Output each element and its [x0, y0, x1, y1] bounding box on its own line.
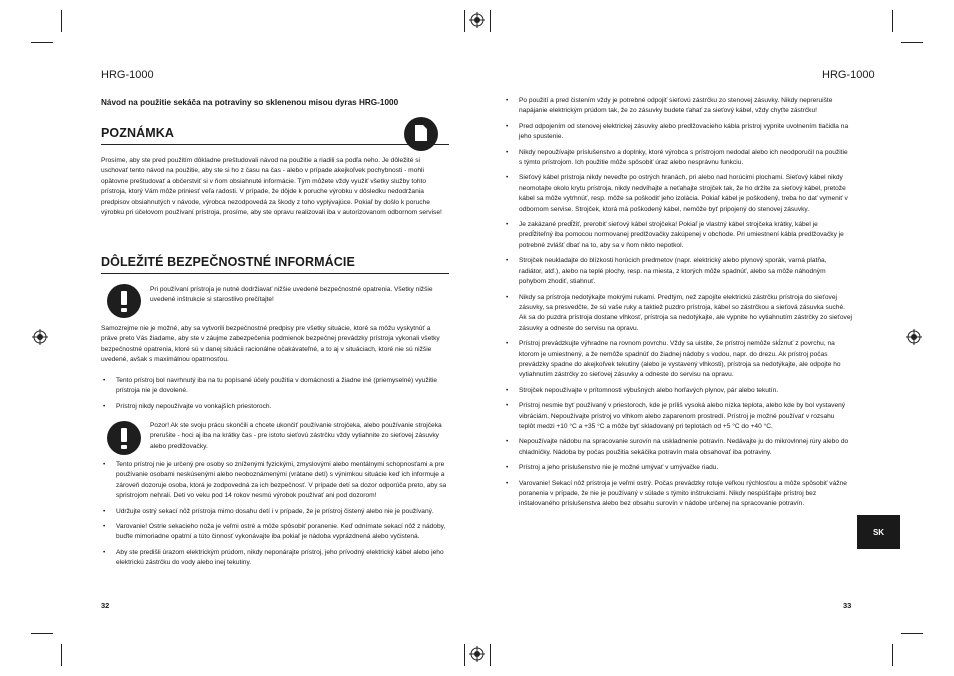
- safety-intro: Samozrejme nie je možné, aby sa vytvorili bezpečnostné predpisy pre všetky situácie, ktoré sa môžu vyskytnúť a práve preto Vás žiadame, aby ste v záujme zabezpečenia podmienok bezpečnej prevádzky prístroja vykonali všetky bezpečnostné opatrenia, ktoré sú v danej situácii racionálne očakávateľné, a to aj v situáciach, ktoré nie sú nižšie uvedené, avšak s maximálnou opatrnosťou.: [101, 325, 440, 364]
- crop-mark: [901, 633, 923, 634]
- crop-mark: [61, 10, 62, 32]
- list-item: • Nikdy sa prístroja nedotýkajte mokrými rukami. Predtým, než zapojíte elektrickú zástrčku prístroja do sieťovej zásuvky, sa presvedčte, že sú vaše ruky a taktiež puzdro prístroja, kábel so zástrčkou a sieťová zásuvka suché. Ak sa do puzdra prístroja dostane vlhkosť, prístroja sa nedotýkajte, ale vypnite ho vytiahnutím zástrčky zo sieťovej zásuvky a odneste do servisu na opravu.: [504, 293, 852, 335]
- crop-mark: [892, 10, 893, 32]
- registration-mark-icon: [906, 329, 922, 345]
- crop-mark: [61, 644, 62, 666]
- warning-icon: [107, 284, 141, 318]
- list-item: • Prístroj a jeho príslušenstvo nie je možné umývať v umývačke riadu.: [504, 463, 852, 473]
- list-item: • Nepoužívajte nádobu na spracovanie surovín na uskladnenie potravín. Nedávajte ju do mikrovlnnej rúry alebo do chladničky. Nádoba by počas použitia sekáčika potravín mala obsahovať iba potraviny.: [504, 437, 852, 458]
- language-tab: SK: [857, 515, 900, 549]
- bullet-list-a: [101, 376, 448, 417]
- list-item: • Strojček nepoužívajte v prítomnosti výbušných alebo horľavých plynov, pár alebo tekutín.: [504, 386, 852, 396]
- list-item: • Strojček neukladajte do blízkosti horúcich predmetov (napr. elektrický alebo plynový sporák, varná platňa, radiátor, atď.), alebo na teplé plochy, resp. na miesta, z ktorých môže spadnúť, alebo sa môže náhodným pohybom zhodiť, stiahnuť.: [504, 256, 852, 287]
- list-item: • Sieťový kábel prístroja nikdy neveďte po ostrých hranách, pri alebo nad horúcimi plochami. Sieťový kábel nikdy neomotajte okolo krytu prístroja, nikdy nedvíhajte a neťahajte strojček tak, že ho držíte za sieťový kábel, pretože kábel sa môže vytrhnúť, resp. môže sa poškodiť jeho izolácia. Pokiaľ kábel je poškodený, treba ho dať vymeniť v odbornom servise. Strojček, ktorá má poškodený kábel, nemôže byť pripojený do stenovej zásuvky.: [504, 173, 852, 215]
- model-header-left: HRG-1000: [101, 69, 154, 81]
- crop-mark: [892, 644, 893, 666]
- note-heading: POZNÁMKA: [101, 126, 449, 145]
- crop-mark: [901, 42, 923, 43]
- warning-text-1: Pri používaní prístroja je nutné dodržiavať nižšie uvedené bezpečnostné opatrenia. Všetky nižšie uvedené inštrukcie si starostlivo prečítajte!: [150, 286, 433, 304]
- list-item: • Varovanie! Sekací nôž prístroja je veľmi ostrý. Počas prevádzky rotuje veľkou rýchlosťou a môže spôsobiť vážne poranenia v prípade, že nie je používaný v súlade s týmito inštrukciami. Nikdy nespúšťajte prístroj bez inštalovaného príslušenstva alebo bez obsahu surovín v nádobe určenej na spracovanie potravín.: [504, 479, 852, 510]
- list-item: • Je zakázané predĺžiť, prerobiť sieťový kábel strojčeka! Pokiaľ je vlastný kábel strojčeka krátky, kábel je predĺžiteľný iba pomocou normovanej predlžovačky zakúpenej v obchode. Pri umiestnení kábla predlžovačky je potrebné zvlášť dbať na to, aby sa v ňom nikto nepotkol.: [504, 220, 852, 251]
- list-item: • Varovanie! Ostrie sekacieho noža je veľmi ostré a môže spôsobiť poranenie. Keď odnímate sekací nôž z nádoby, buďte mimoriadne opatrní a túto činnosť vykonávajte iba pokiaľ je nádoba vyprázdnená alebo vyčistená.: [101, 522, 448, 543]
- note-text: Prosíme, aby ste pred použitím dôkladne preštudovali návod na použitie a riadili sa podľa neho. Je dôležité si uschovať tento návod na použitie, aby ste si ho z času na čas - alebo v prípade akejkoľvek pochybnosti - mohli opätovne preštudovať a občerstviť si v ňom obsiahnuté informácie. Tým môžete vždy využiť všetky služby tohto prístroja, ktorý Vám môže priniesť veľa radosti. V prípade, že dôjde k poruche výrobku v dôsledku nedodržania predpisov obsiahnutých v návode, výrobca nezodpovedá za škody z toho vyplývajúce. Pokiaľ by došlo k poruche výrobku pri účelovom používaní prístroja, prosíme, aby ste opravu realizovali iba v autorizovanom odbornom servise!: [101, 157, 442, 217]
- list-item: • Tento prístroj nie je určený pre osoby so zníženými fyzickými, zmyslovými alebo mentálnymi schopnosťami a pre používanie osobami neskúsenými alebo neoboznámenými (vrátane detí) s výnimkou situácie keď ich informuje a zároveň dozoruje osoba, ktorá je zodpovedná za ich bezpečnosť. V prípade detí sa dozor odporúča preto, aby sa spristrojom nehrali. Deti vo veku pod 14 rokov nesmú výrobok používať ani pod dozorom!: [101, 460, 448, 502]
- registration-mark-icon: [469, 12, 485, 28]
- list-item: • Po použití a pred čistením vždy je potrebné odpojiť sieťovú zástrčku zo stenovej zásuvky. Nikdy nepreruište napájanie elektrickým prúdom tak, že zo zásuvky budete ťahať za sieťový kábel, vždy chyťte zástrčku!: [504, 96, 852, 117]
- crop-mark: [490, 644, 491, 666]
- page-number-right: 33: [843, 601, 852, 610]
- note-icon: [404, 117, 438, 151]
- bullet-list-b: [101, 460, 448, 574]
- crop-mark: [31, 42, 53, 43]
- list-item: • Udržujte ostrý sekací nôž prístroja mimo dosahu detí i v prípade, že je prístroj čistený alebo nie je používaný.: [101, 507, 448, 517]
- page-number-left: 32: [101, 601, 110, 610]
- safety-heading: DÔLEŽITÉ BEZPEČNOSTNÉ INFORMÁCIE: [101, 255, 449, 274]
- warning-icon: [107, 421, 141, 455]
- list-item: • Nikdy nepoužívajte príslušenstvo a doplnky, ktoré výrobca s prístrojom nedodal alebo ich neodporučil na použitie s týmto prístrojom. Ich použitie môže spôsobiť úraz alebo nesprávnu funkciu.: [504, 148, 852, 169]
- document-title: Návod na použitie sekáča na potraviny so sklenenou misou dyras HRG-1000: [101, 98, 399, 107]
- crop-mark: [464, 644, 465, 666]
- list-item: • Prístroj nikdy nepoužívajte vo vonkajších priestoroch.: [101, 402, 448, 412]
- registration-mark-icon: [32, 329, 48, 345]
- bullet-list-right: [504, 96, 852, 515]
- crop-mark: [464, 10, 465, 32]
- model-header-right: HRG-1000: [822, 69, 875, 81]
- list-item: • Pred odpojením od stenovej elektrickej zásuvky alebo predlžovacieho kábla prístroj vypnite uvolnením tlačidla na jeho spustenie.: [504, 122, 852, 143]
- list-item: • Aby ste predišli úrazom elektrickým prúdom, nikdy neponárajte prístroj, jeho prívodný elektrický kábel alebo jeho elektrickú zástrčku do vody alebo inej tekutiny.: [101, 548, 448, 569]
- crop-mark: [490, 10, 491, 32]
- registration-mark-icon: [469, 646, 485, 662]
- warning-text-2: Pozor! Ak ste svoju prácu skončili a chcete ukončiť používanie strojčeka, alebo používanie strojčeka prerušite - hoci aj iba na krátky čas - pre istotu sieťovú zástrčku vždy vytiahnite zo sieťovej zásuvky alebo predlžovačky.: [150, 422, 442, 450]
- list-item: • Prístroj nesmie byť používaný v priestoroch, kde je príliš vysoká alebo nízka teplota, alebo kde by bol vystavený vibráciám. Nepoužívajte prístroj vo vlhkom alebo zaparenom prostredí. Prístroj je možné používať v rozsahu teplôt medzi +10 °C a +35 °C a môže byť skladovaný pri teplotách od +5 °C do +40 °C.: [504, 401, 852, 432]
- list-item: • Prístroj prevádzkujte výhradne na rovnom povrchu. Vždy sa uistite, že prístroj nemôže skĺznuť z povrchu, na ktorom je umiestnený, a že nemôže spadnúť do žiadnej nádoby s vodou, napr. do drezu. Ak prístroj počas prevádzky spadne do akejkoľvek tekutiny (alebo je vystavený vlhkosti), prístroja sa nedotýkajte, ale odpojte ho vytiahnutím zástrčky zo sieťovej zásuvky a odneste do servisu na opravu.: [504, 339, 852, 381]
- list-item: • Tento prístroj bol navrhnutý iba na tu popísané účely použitia v domácnosti a žiadne iné (priemyselné) využitie prístroja nie je dovolené.: [101, 376, 448, 397]
- crop-mark: [31, 633, 53, 634]
